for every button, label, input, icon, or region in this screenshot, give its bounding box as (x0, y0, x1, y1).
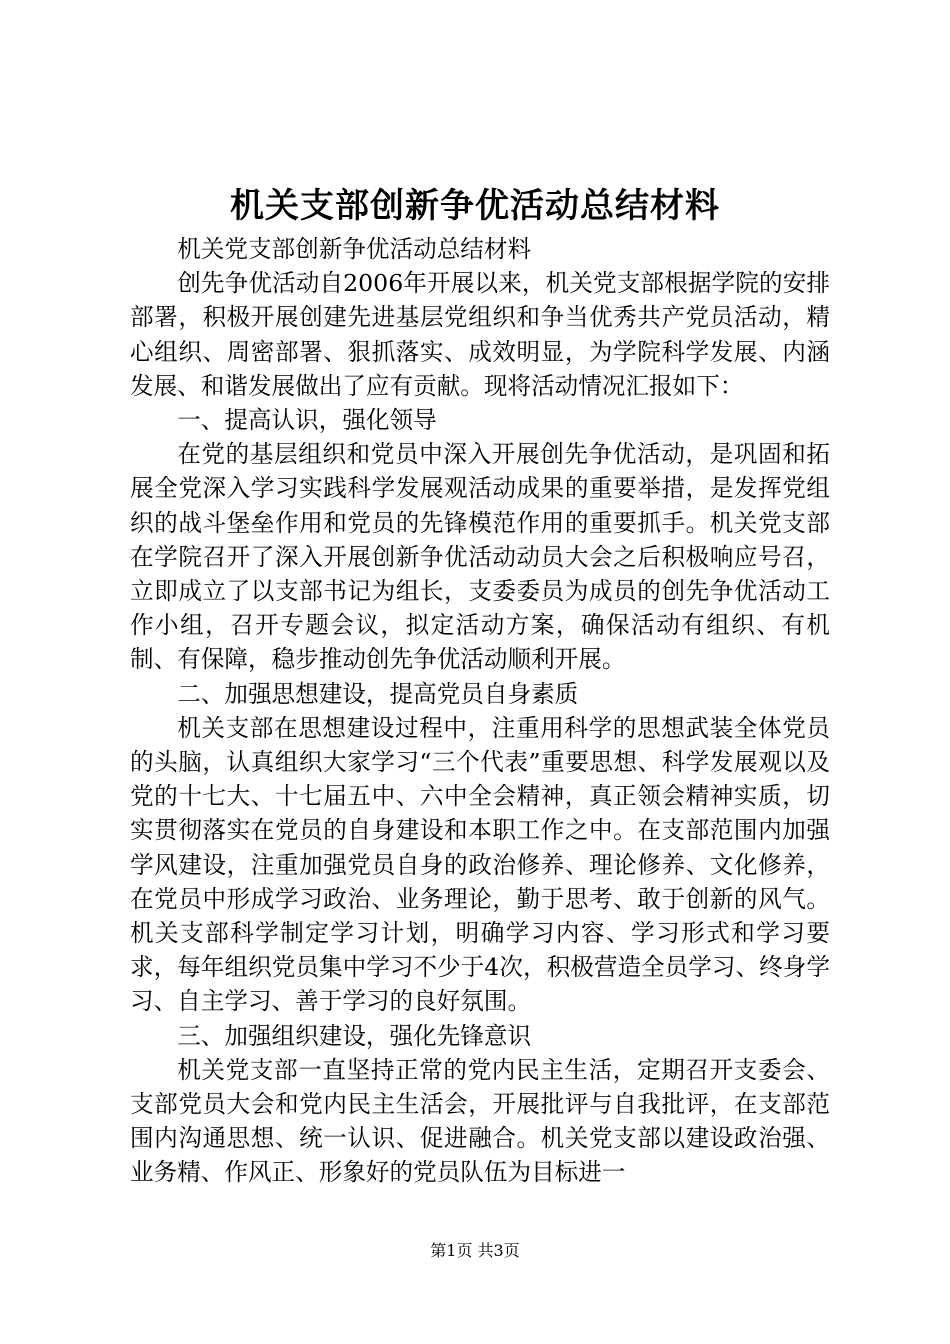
section-heading-2: 二、加强思想建设，提高党员自身素质 (177, 679, 579, 708)
paragraph-subtitle: 机关党支部创新争优活动总结材料 (177, 235, 532, 263)
document-body (130, 232, 830, 1190)
paragraph-section-2: 机关支部在思想建设过程中，注重用科学的思想武装全体党员的头脑，认真组织大家学习“三个代表”重要思想、科学发展观以及党的十七大、十七届五中、六中全会精神，真正领会精神实质，切实贯彻落实在党员的自身建设和本职工作之中。在支部范围内加强学风建设，注重加强党员自身的政治修养、理论修养、文化修养，在党员中形成学习政治、业务理论，勤于思考、敢于创新的风气。机关支部科学制定学习计划，明确学习内容、学习形式和学习要求，每年组织党员集中学习不少于4次，积极营造全员学习、终身学习、自主学习、善于学习的良好氛围。 (130, 713, 830, 1016)
paragraph-intro: 创先争优活动自2006年开展以来，机关党支部根据学院的安排部署，积极开展创建先进基层党组织和争当优秀共产党员活动，精心组织、周密部署、狠抓落实、成效明显，为学院科学发展、内涵发展、和谐发展做出了应有贡献。现将活动情况汇报如下： (130, 269, 830, 400)
section-heading-3: 三、加强组织建设，强化先锋意识 (177, 1021, 532, 1050)
paragraph-section-3: 机关党支部一直坚持正常的党内民主生活，定期召开支委会、支部党员大会和党内民主生活会，开展批评与自我批评，在支部范围内沟通思想、统一认识、促进融合。机关党支部以建设政治强、业务精、作风正、形象好的党员队伍为目标进一 (130, 1055, 830, 1187)
document-title: 机关支部创新争优活动总结材料 (230, 186, 720, 226)
paragraph-section-1: 在党的基层组织和党员中深入开展创先争优活动，是巩固和拓展全党深入学习实践科学发展观活动成果的重要举措，是发挥党组织的战斗堡垒作用和党员的先锋模范作用的重要抓手。机关党支部在学院召开了深入开展创新争优活动动员大会之后积极响应号召，立即成立了以支部书记为组长，支委委员为成员的创先争优活动工作小组，召开专题会议，拟定活动方案，确保活动有组织、有机制、有保障，稳步推动创先争优活动顺利开展。 (130, 440, 830, 674)
page-number-footer: 第1页 共3页 (430, 1241, 520, 1260)
section-heading-1: 一、提高认识，强化领导 (177, 406, 437, 435)
